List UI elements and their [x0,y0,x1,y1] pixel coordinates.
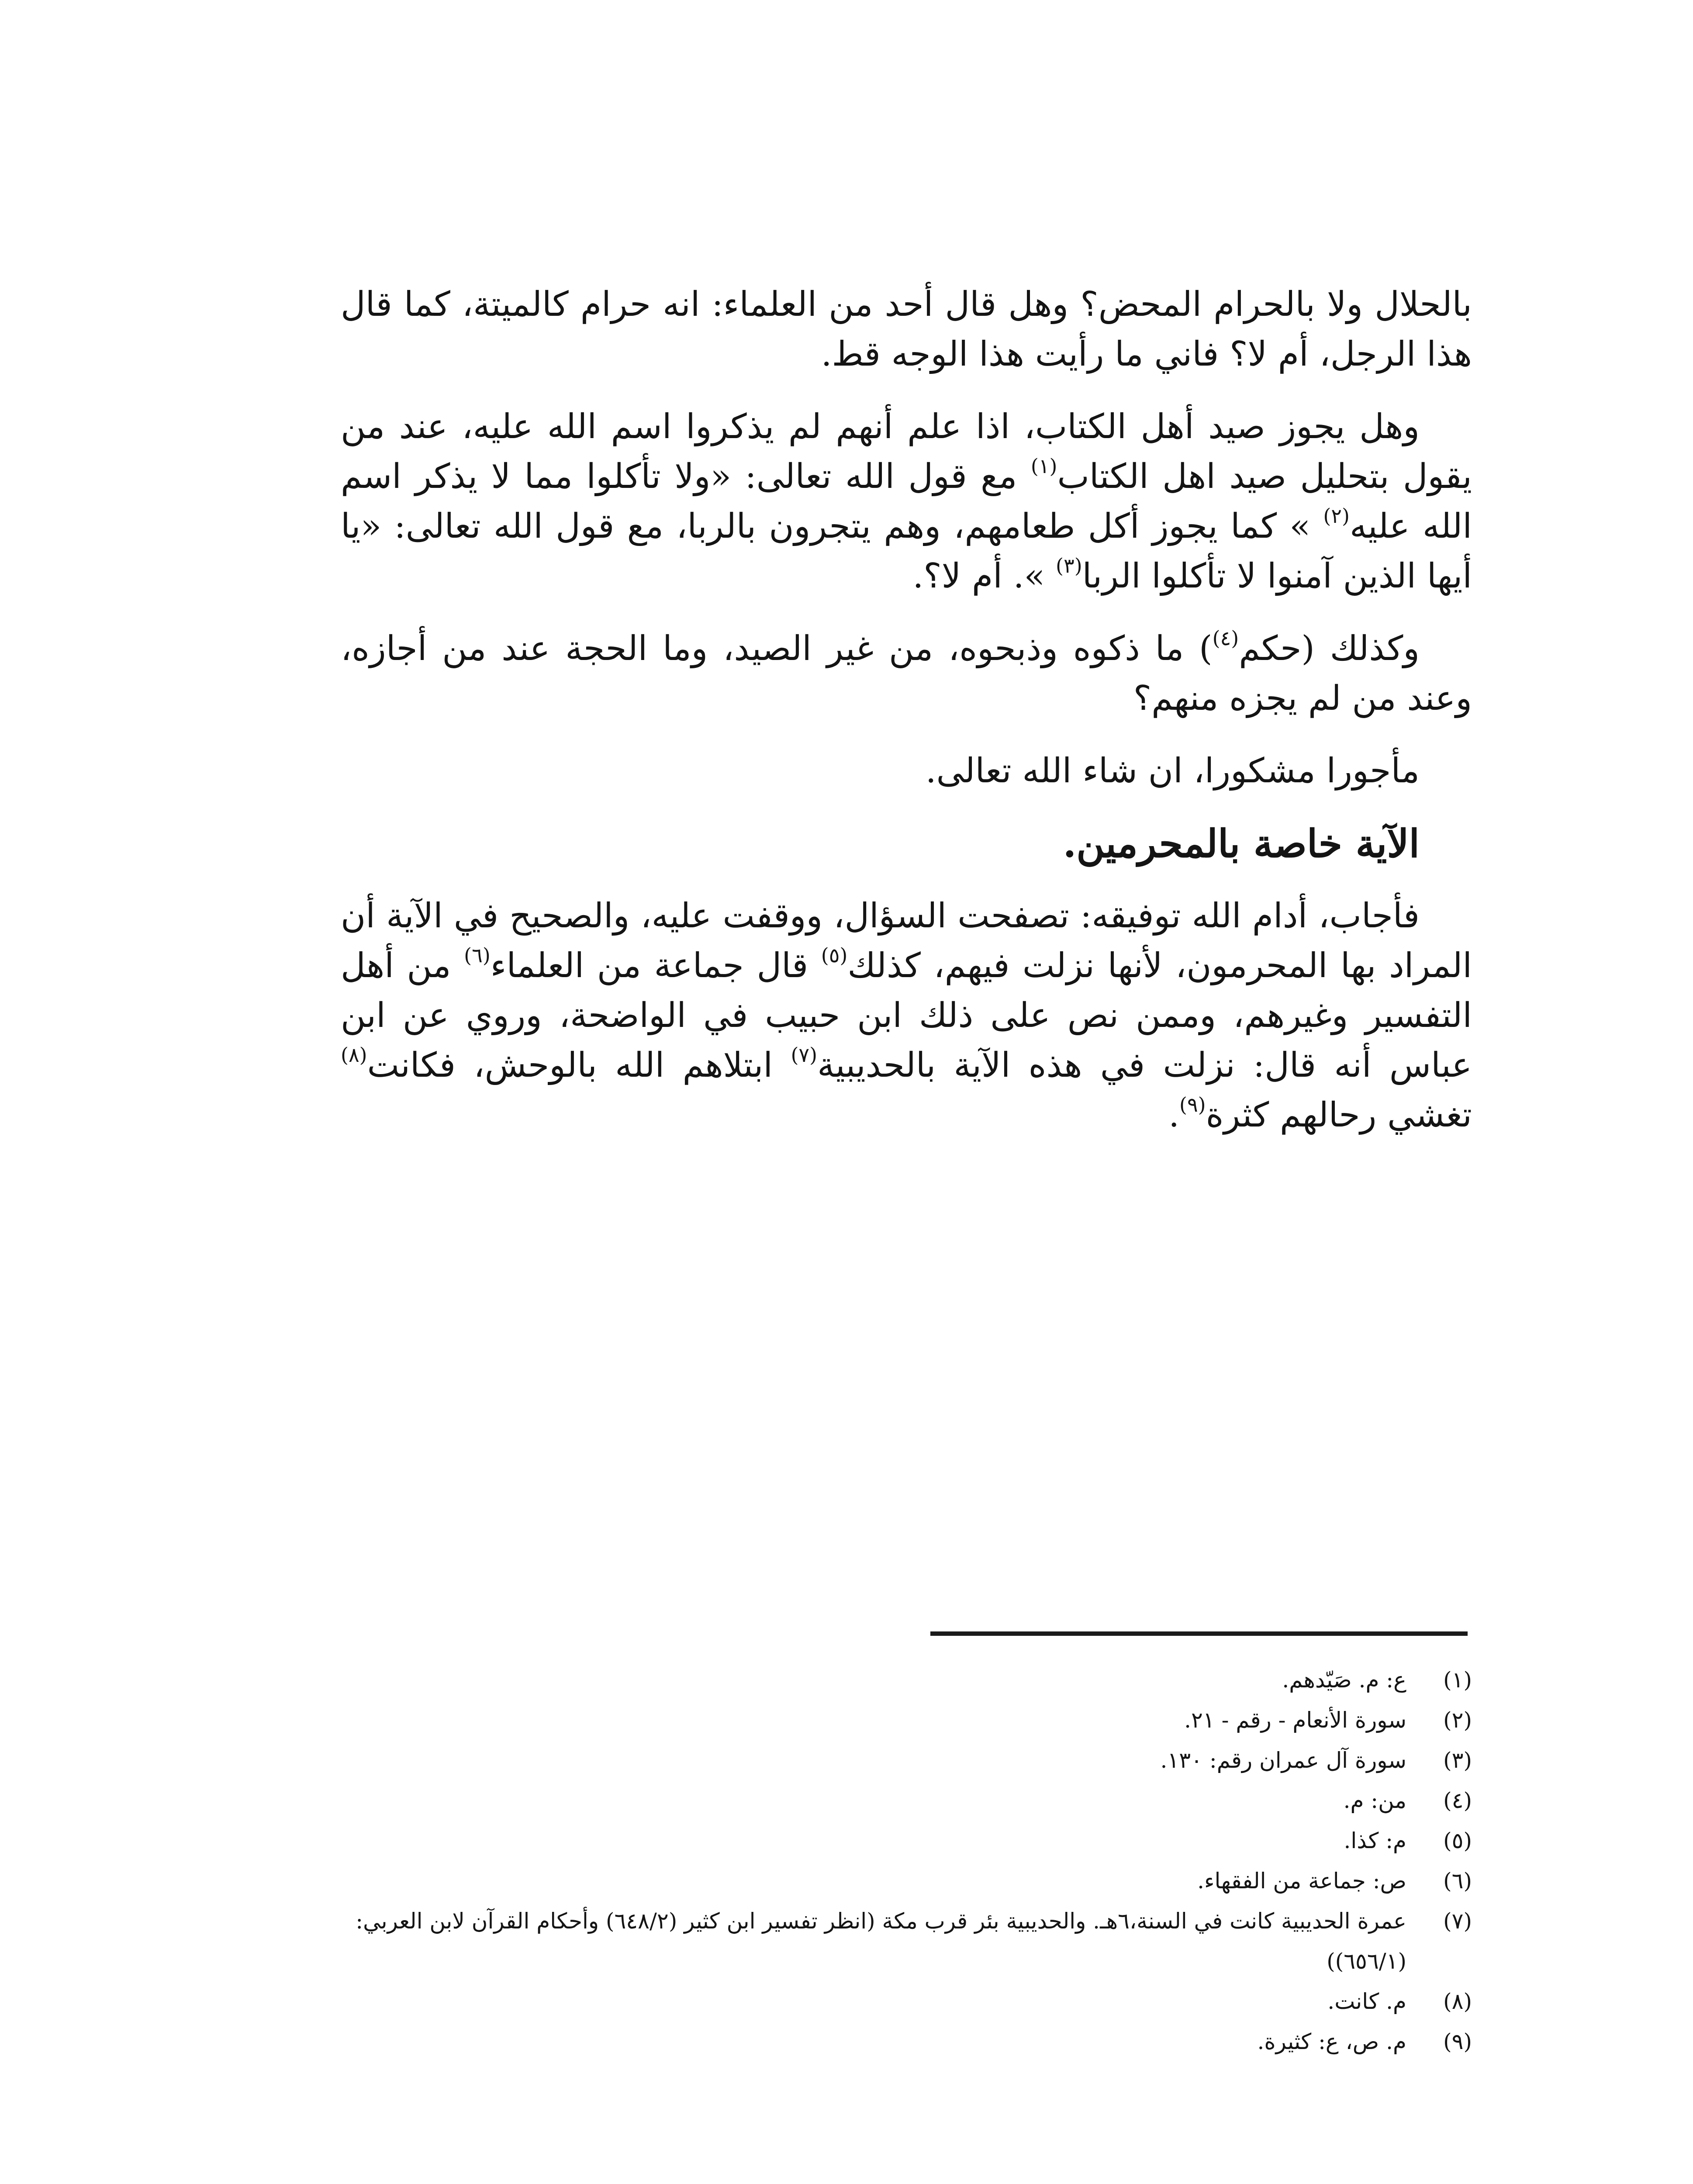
footnote-number: (٧) [1443,1908,1472,1934]
paragraph-answer [341,891,1472,1140]
footnote-item [341,1660,1472,1700]
paragraph-text: ) ما ذكوه وذبحوه، من غير الصيد، وما الحجة عند من أجازه، وعند من لم يجزه منهم؟ [341,629,1472,718]
footnote-item [341,1901,1472,1981]
paragraph-ahl-al-kitab [341,402,1472,601]
footnote-ref-7[interactable]: (٧) [791,1043,818,1067]
footnote-ref-6[interactable]: (٦) [464,943,491,967]
footnote-text: عمرة الحديبية كانت في السنة،٦هـ. والحديبية بئر قرب مكة (انظر تفسير ابن كثير (٦٤٨/٢) وأحكام القرآن لابن العربي: (٦٥٦/١)) [356,1908,1406,1974]
paragraph-closing: مأجورا مشكورا، ان شاء الله تعالى. [925,751,1420,791]
footnote-number: (٨) [1443,1989,1472,2014]
footnote-item [341,1981,1472,2022]
footnote-divider [930,1631,1468,1636]
footnote-ref-3[interactable]: (٣) [1056,554,1082,577]
section-heading: الآية خاصة بالمحرمين. [1063,821,1420,866]
footnote-number: (٩) [1443,2029,1472,2054]
footnote-text: سورة آل عمران رقم: ١٣٠. [1160,1748,1406,1773]
footnote-ref-9[interactable]: (٩) [1179,1093,1206,1116]
footnote-text: م. ص، ع: كثيرة. [1257,2029,1406,2054]
footnote-item [341,2022,1472,2062]
paragraph-text: ». أم لا؟. [912,556,1056,596]
footnote-item [341,1700,1472,1740]
footnote-ref-8[interactable]: (٨) [341,1043,367,1067]
paragraph-text: فأجاب، أدام الله توفيقه: تصفحت السؤال، ووقفت عليه، والصحيح في الآية أن المراد بها المحرمون، لأنها نزلت فيهم، كذلك [341,896,1472,985]
paragraph-text: من أهل التفسير وغيرهم، وممن نص على ذلك ابن حبيب في الواضحة، وروي عن ابن عباس أنه قال: نزلت في هذه الآية بالحديبية [341,946,1472,1085]
paragraph-text: ابتلاهم الله بالوحش، فكانت [367,1046,791,1085]
footnote-number: (٢) [1443,1707,1472,1733]
footnotes [341,1660,1472,2062]
footnote-item [341,1780,1472,1821]
footnote-item [341,1821,1472,1861]
main-text [341,280,1472,1163]
footnote-text: م. كانت. [1327,1989,1406,2014]
footnote-ref-2[interactable]: (٢) [1323,504,1350,528]
paragraph-text: قال جماعة من العلماء [490,946,821,985]
paragraph-dhabaih [341,624,1472,723]
footnote-number: (١) [1443,1667,1472,1693]
paragraph-text: وكذلك (حكم [1239,629,1420,668]
footnote-ref-1[interactable]: (١) [1030,454,1057,478]
footnote-text: م: كذا. [1344,1828,1406,1853]
footnote-text: ص: جماعة من الفقهاء. [1197,1868,1406,1894]
paragraph-text: . [1168,1095,1179,1135]
paragraph-text: » كما يجوز أكل طعامهم، وهم يتجرون بالربا، مع قول الله تعالى: «يا أيها الذين آمنوا لا تأكلوا الربا [341,507,1472,596]
footnote-ref-5[interactable]: (٥) [821,943,848,967]
footnote-number: (٤) [1443,1788,1472,1813]
paragraph-text: تغشي رحالهم كثرة [1206,1095,1472,1135]
footnote-item [341,1740,1472,1780]
paragraph-text: مع قول الله تعالى: «ولا تأكلوا مما لا يذكر اسم الله عليه [341,457,1472,546]
footnote-text: ع: م. صَيّدهم. [1282,1667,1406,1693]
footnote-number: (٥) [1443,1828,1472,1853]
footnote-number: (٣) [1443,1748,1472,1773]
footnote-item [341,1861,1472,1901]
footnote-text: من: م. [1343,1788,1406,1813]
footnote-number: (٦) [1443,1868,1472,1894]
footnote-text: سورة الأنعام - رقم - ٢١. [1184,1707,1406,1733]
paragraph-question-end: بالحلال ولا بالحرام المحض؟ وهل قال أحد من العلماء: انه حرام كالميتة، كما قال هذا الرجل، أم لا؟ فاني ما رأيت هذا الوجه قط. [341,285,1472,374]
paragraph-text: وهل يجوز صيد أهل الكتاب، اذا علم أنهم لم يذكروا اسم الله عليه، عند من يقول بتحليل صيد اهل الكتاب [341,407,1472,496]
footnote-ref-4[interactable]: (٤) [1212,626,1239,650]
